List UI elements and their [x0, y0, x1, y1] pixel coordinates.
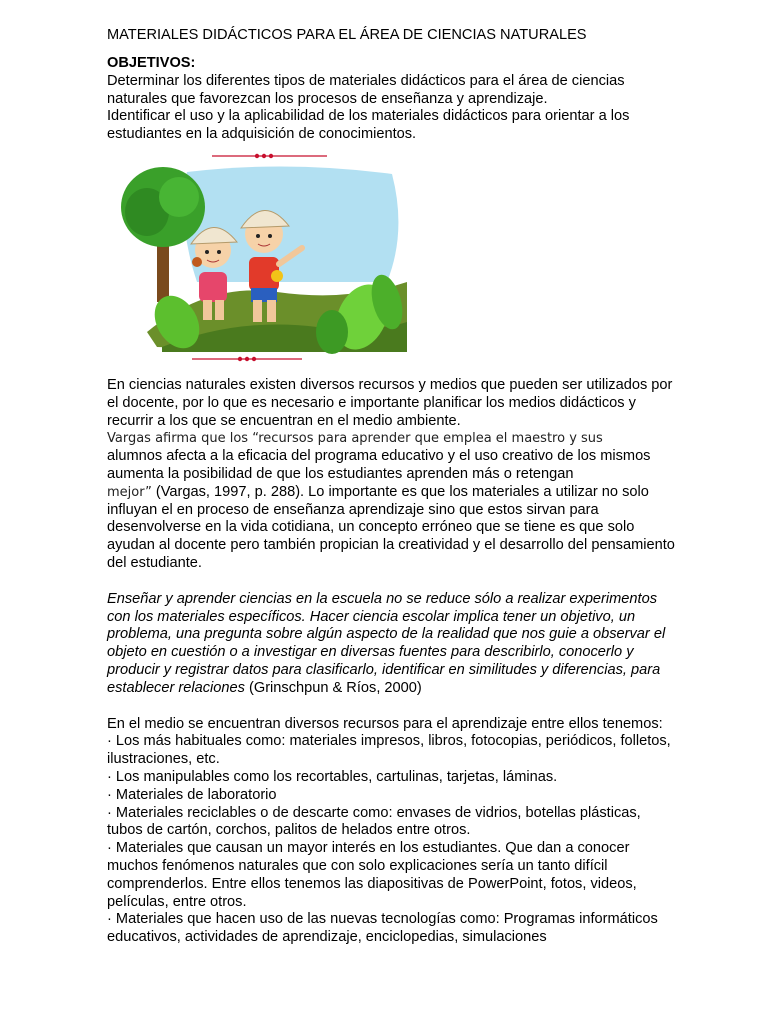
list-item: · Los manipulables como los recortables, cartulinas, tarjetas, láminas. — [107, 768, 558, 785]
paragraph-1-rest: (Vargas, 1997, p. 288). Lo importante es que los materiales a utilizar no solo influyan el en proceso de enseñanza aprendizaje sino que estos sirvan para desenvolverse en la vida cotidiana, un concepto erróneo que se tiene es que solo ayudan al docente pero también propician la creatividad y el desarrollo del pensamiento del estudiante. — [107, 483, 675, 571]
bottom-ornament — [192, 357, 302, 361]
objectives-heading: OBJETIVOS: — [107, 55, 196, 71]
objective-2: Identificar el uso y la aplicabilidad de los materiales didácticos para orientar a los estudiantes en la adquisición de conocimientos. — [107, 108, 630, 143]
paragraph-1 — [107, 377, 677, 573]
paragraph-3-intro: En el medio se encuentran diversos recursos para el aprendizaje entre ellos tenemos: — [107, 715, 663, 732]
document-page — [107, 27, 677, 947]
quote-line-a: Vargas afirma que los “recursos para aprender que emplea el maestro y sus — [107, 431, 603, 447]
objective-1: Determinar los diferentes tipos de materiales didácticos para el área de ciencias naturales que favorezcan los procesos de enseñanza y aprendizaje. — [107, 72, 625, 107]
paragraph-2 — [107, 591, 677, 698]
list-item: · Materiales que hacen uso de las nuevas tecnologías como: Programas informáticos educativos, actividades de aprendizaje, enciclopedias, simulaciones — [107, 911, 658, 946]
paragraph-2-citation: (Grinschpun & Ríos, 2000) — [244, 679, 422, 696]
list-item: · Materiales reciclables o de descarte como: envases de vidrios, botellas plásticas, tubos de cartón, corchos, palitos de helados entre otros. — [107, 804, 641, 839]
paragraph-2-italic: Enseñar y aprender ciencias en la escuela no se reduce sólo a realizar experimentos con los materiales específicos. Hacer ciencia escolar implica tener un objetivo, un problema, una pregunta sobre algún aspecto de la realidad que nos guie a observar el objeto en cuestión o a investigar en diversas fuentes para describirlo, conocerlo y producir y registrar datos para clasificarlo, identificar en similitudes y diferencias, para establecer relaciones — [107, 590, 666, 696]
quote-line-c: mejor” — [107, 484, 152, 500]
illustration — [107, 152, 677, 377]
list-item: · Materiales de laboratorio — [107, 786, 277, 803]
list-item: · Materiales que causan un mayor interés en los estudiantes. Que dan a conocer muchos fenómenos naturales que con solo explicaciones sería un tanto difícil comprenderlos. Entre ellos tenemos las diapositivas de PowerPoint, fotos, videos, películas, entre otros. — [107, 840, 637, 910]
top-ornament — [212, 154, 327, 158]
paragraph-1-intro: En ciencias naturales existen diversos recursos y medios que pueden ser utilizados por el docente, por lo que es necesario e importante planificar los medios didácticos y recurrir a los que se encuentran en el medio ambiente. — [107, 376, 673, 429]
children-exploring-nature-illustration — [117, 152, 417, 372]
quote-line-b: alumnos afecta a la eficacia del programa educativo y el uso creativo de los mismos aumenta la posibilidad de que los estudiantes aprenden más o retengan — [107, 448, 651, 482]
document-title: MATERIALES DIDÁCTICOS PARA EL ÁREA DE CIENCIAS NATURALES — [107, 27, 587, 43]
list-item: · Los más habituales como: materiales impresos, libros, fotocopias, periódicos, folletos, ilustraciones, etc. — [107, 733, 671, 768]
